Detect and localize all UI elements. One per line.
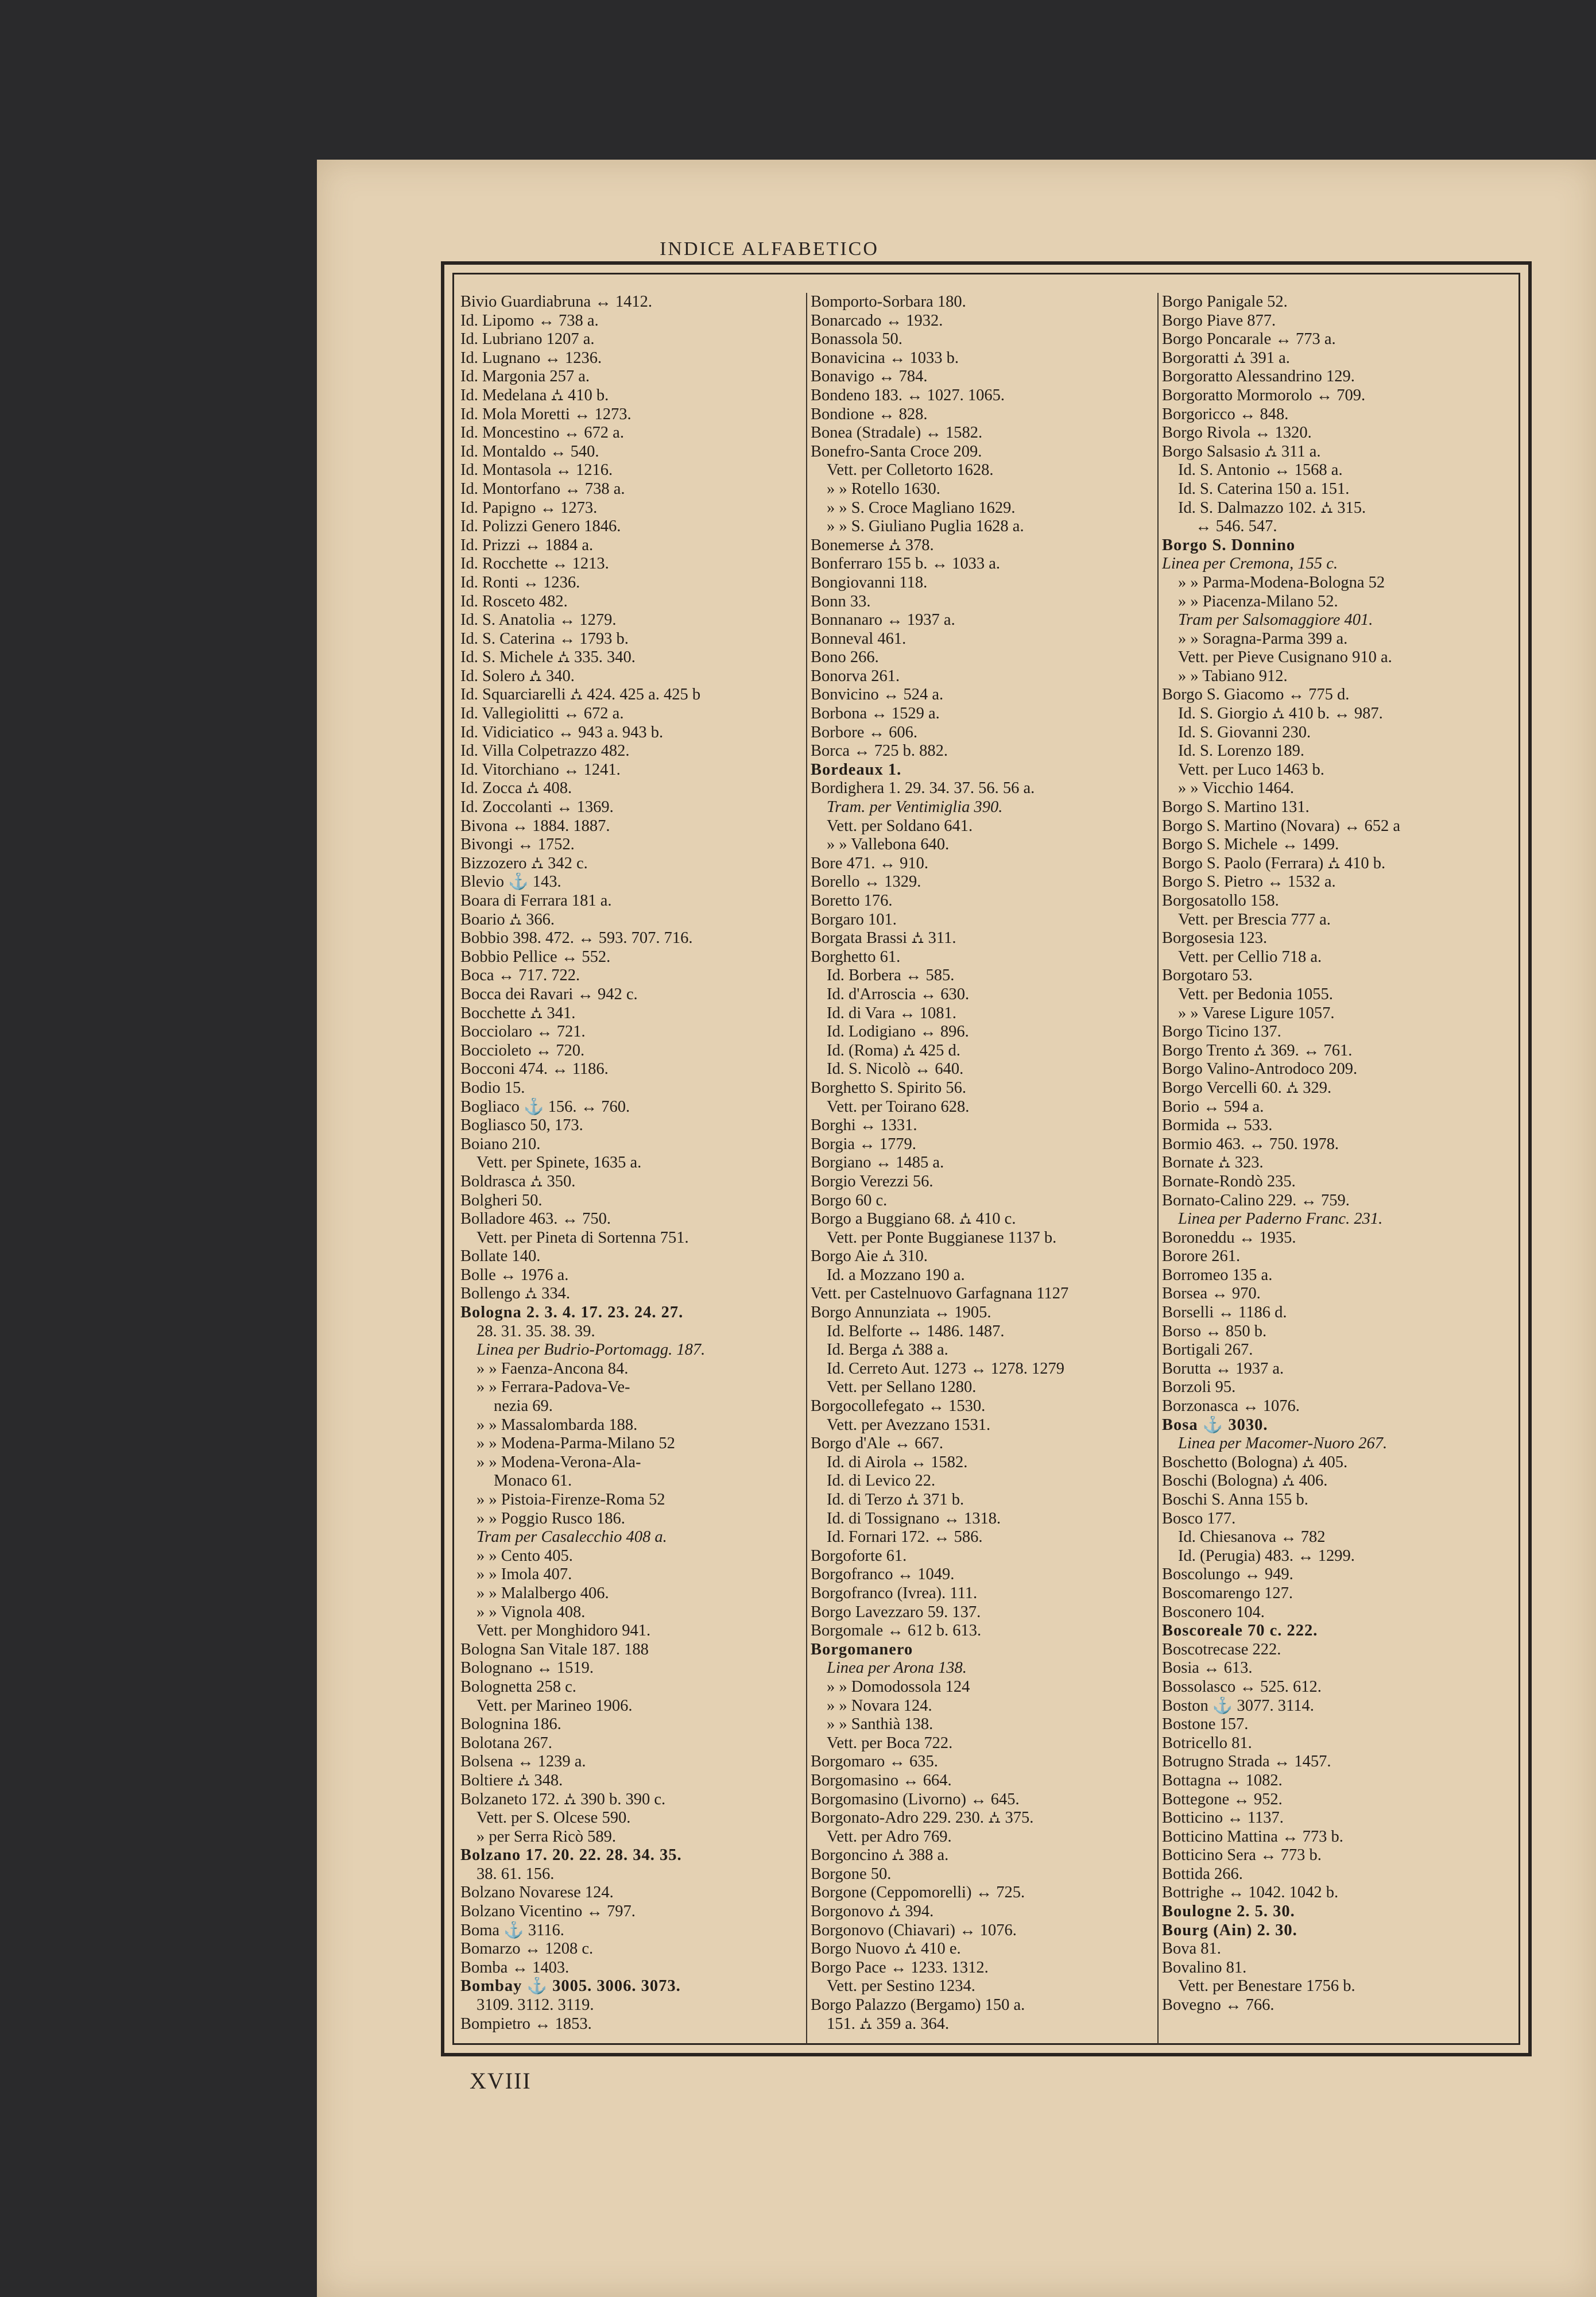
index-entry: Botticino Mattina ↔ 773 b.: [1162, 1827, 1343, 1846]
index-entry: Id. (Perugia) 483. ↔ 1299.: [1178, 1546, 1355, 1565]
index-entry: Bomporto-Sorbara 180.: [811, 293, 966, 311]
index-entry: Botticino Sera ↔ 773 b.: [1162, 1846, 1322, 1865]
index-entry: Bondeno 183. ↔ 1027. 1065.: [811, 386, 1005, 404]
index-entry: » » Domodossola 124: [827, 1677, 970, 1696]
index-entry: Borzoli 95.: [1162, 1378, 1236, 1397]
index-entry: » » Malalbergo 406.: [477, 1584, 609, 1602]
index-entry: Borgonovo (Chiavari) ↔ 1076.: [811, 1921, 1017, 1939]
index-entry: Vett. per Monghidoro 941.: [477, 1622, 651, 1640]
index-entry: Boiano 210.: [460, 1135, 541, 1153]
index-column-1: [460, 293, 804, 2044]
index-entry: Vett. per Sellano 1280.: [827, 1378, 977, 1397]
index-entry: Id. di Levico 22.: [827, 1472, 936, 1490]
index-entry: Vett. per Benestare 1756 b.: [1178, 1977, 1355, 1996]
index-entry: Bollate 140.: [460, 1247, 541, 1266]
index-entry: » » S. Croce Magliano 1629.: [827, 498, 1016, 517]
index-entry: 38. 61. 156.: [477, 1865, 555, 1883]
index-entry: Bornate-Rondò 235.: [1162, 1172, 1296, 1190]
index-entry: Id. Lugnano ↔ 1236.: [460, 349, 602, 367]
index-entry: Id. Borbera ↔ 585.: [827, 966, 955, 985]
index-entry: Vett. per Avezzano 1531.: [827, 1416, 991, 1434]
index-entry: Borromeo 135 a.: [1162, 1266, 1273, 1284]
index-entry: Bovegno ↔ 766.: [1162, 1996, 1275, 2014]
index-entry: Borgo 60 c.: [811, 1191, 888, 1209]
index-entry: Bolzano Vicentino ↔ 797.: [460, 1902, 636, 1921]
index-entry: Bolsena ↔ 1239 a.: [460, 1753, 586, 1771]
index-entry: Borutta ↔ 1937 a.: [1162, 1359, 1284, 1378]
index-entry: ↔ 546. 547.: [1195, 517, 1277, 536]
index-entry: Borgo S. Donnino: [1162, 536, 1296, 554]
index-entry: Linea per Budrio-Portomagg. 187.: [477, 1341, 706, 1359]
index-entry: Vett. per Adro 769.: [827, 1827, 952, 1846]
index-entry: Borello ↔ 1329.: [811, 873, 921, 891]
index-entry: Botrugno Strada ↔ 1457.: [1162, 1753, 1331, 1771]
index-entry: Id. di Airola ↔ 1582.: [827, 1453, 968, 1471]
index-entry: Bolzano Novarese 124.: [460, 1884, 614, 1902]
column-divider: [1157, 293, 1159, 2044]
index-entry: Borghetto S. Spirito 56.: [811, 1078, 967, 1097]
index-entry: Tram per Casalecchio 408 a.: [477, 1528, 667, 1546]
index-entry: Borso ↔ 850 b.: [1162, 1322, 1267, 1340]
index-entry: » » Soragna-Parma 399 a.: [1178, 629, 1348, 648]
index-entry: Id. S. Caterina ↔ 1793 b.: [460, 629, 629, 648]
index-entry: Bottida 266.: [1162, 1865, 1243, 1883]
index-entry: Boschi S. Anna 155 b.: [1162, 1491, 1308, 1509]
index-entry: Id. Montasola ↔ 1216.: [460, 461, 613, 479]
index-entry: Id. S. Anatolia ↔ 1279.: [460, 611, 617, 629]
index-entry: Vett. per Spinete, 1635 a.: [477, 1154, 642, 1172]
index-entry: Bolzaneto 172. ⛼ 390 b. 390 c.: [460, 1790, 666, 1808]
index-entry: Borgo S. Martino 131.: [1162, 798, 1310, 817]
index-entry: Borgotaro 53.: [1162, 966, 1253, 985]
index-entry: Bottagna ↔ 1082.: [1162, 1771, 1283, 1789]
index-entry: Vett. per Soldano 641.: [827, 817, 973, 835]
index-entry: Bosconero 104.: [1162, 1603, 1265, 1621]
index-entry: Borore 261.: [1162, 1247, 1241, 1266]
index-entry: Borgone (Ceppomorelli) ↔ 725.: [811, 1884, 1025, 1902]
index-entry: Boschi (Bologna) ⛼ 406.: [1162, 1472, 1328, 1490]
index-entry: Boldrasca ⛼ 350.: [460, 1172, 576, 1190]
index-entry: Borgo Ticino 137.: [1162, 1023, 1281, 1041]
index-entry: Vett. per Marineo 1906.: [477, 1696, 633, 1715]
index-entry: Bivongi ↔ 1752.: [460, 836, 575, 854]
index-entry: Boscolungo ↔ 949.: [1162, 1565, 1293, 1584]
index-entry: Bormida ↔ 533.: [1162, 1116, 1273, 1135]
index-entry: Bolognina 186.: [460, 1715, 561, 1734]
index-entry: Id. Solero ⛼ 340.: [460, 667, 575, 685]
index-entry: » » Massalombarda 188.: [477, 1416, 638, 1434]
index-entry: Borgomale ↔ 612 b. 613.: [811, 1622, 982, 1640]
index-entry: Linea per Arona 138.: [827, 1659, 967, 1677]
index-entry: » » Santhià 138.: [827, 1715, 933, 1734]
index-entry: » » Ferrara-Padova-Ve-: [477, 1378, 630, 1397]
index-entry: Borgo S. Martino (Novara) ↔ 652 a: [1162, 817, 1401, 835]
index-entry: Bonavicina ↔ 1033 b.: [811, 349, 959, 367]
index-entry: Id. Prizzi ↔ 1884 a.: [460, 536, 594, 554]
index-entry: Id. S. Nicolò ↔ 640.: [827, 1060, 964, 1078]
index-entry: Boscotrecase 222.: [1162, 1640, 1281, 1658]
index-entry: Boario ⛼ 366.: [460, 910, 555, 929]
index-entry: Borgo S. Michele ↔ 1499.: [1162, 836, 1339, 854]
index-entry: Borgomaro ↔ 635.: [811, 1753, 938, 1771]
index-entry: Id. Medelana ⛼ 410 b.: [460, 386, 609, 404]
index-entry: 28. 31. 35. 38. 39.: [477, 1322, 595, 1340]
index-entry: Borgoricco ↔ 848.: [1162, 405, 1289, 423]
index-entry: Bolgheri 50.: [460, 1191, 543, 1209]
index-entry: » » S. Giuliano Puglia 1628 a.: [827, 517, 1024, 536]
index-entry: Id. Margonia 257 a.: [460, 368, 590, 386]
index-entry: Bondione ↔ 828.: [811, 405, 928, 423]
index-entry: Id. di Terzo ⛼ 371 b.: [827, 1491, 964, 1509]
index-entry: » » Parma-Modena-Bologna 52: [1178, 573, 1385, 591]
index-entry: Id. Vallegiolitti ↔ 672 a.: [460, 705, 624, 723]
index-entry: Tram. per Ventimiglia 390.: [827, 798, 1003, 817]
index-entry: Id. Rosceto 482.: [460, 592, 568, 610]
index-entry: Vett. per Cellio 718 a.: [1178, 948, 1322, 966]
index-entry: Bortigali 267.: [1162, 1341, 1253, 1359]
index-entry: Bocchette ⛼ 341.: [460, 1004, 576, 1022]
index-entry: Bonneval 461.: [811, 629, 907, 648]
index-entry: Boroneddu ↔ 1935.: [1162, 1228, 1296, 1247]
index-entry: Id. S. Giorgio ⛼ 410 b. ↔ 987.: [1178, 705, 1383, 723]
index-entry: Monaco 61.: [494, 1472, 572, 1490]
index-entry: Id. Zoccolanti ↔ 1369.: [460, 798, 614, 817]
index-entry: Borgo S. Giacomo ↔ 775 d.: [1162, 686, 1350, 704]
index-entry: Id. Lubriano 1207 a.: [460, 330, 595, 349]
index-entry: Borgosatollo 158.: [1162, 892, 1279, 910]
index-entry: Id. S. Giovanni 230.: [1178, 723, 1311, 741]
index-entry: Bosa ⚓ 3030.: [1162, 1416, 1268, 1434]
index-entry: Vett. per Ponte Buggianese 1137 b.: [827, 1228, 1057, 1247]
index-entry: Borgo Trento ⛼ 369. ↔ 761.: [1162, 1041, 1353, 1059]
index-entry: Id. Polizzi Genero 1846.: [460, 517, 621, 536]
index-column-2: [811, 293, 1155, 2044]
index-entry: Borghetto 61.: [811, 948, 901, 966]
index-entry: Vett. per S. Olcese 590.: [477, 1809, 631, 1827]
index-entry: » » Rotello 1630.: [827, 479, 940, 498]
index-entry: Bosco 177.: [1162, 1509, 1236, 1528]
index-entry: Id. di Vara ↔ 1081.: [827, 1004, 956, 1022]
index-entry: Borgiano ↔ 1485 a.: [811, 1154, 944, 1172]
index-entry: Bossolasco ↔ 525. 612.: [1162, 1677, 1322, 1696]
index-entry: Bonn 33.: [811, 592, 871, 610]
index-entry: » » Varese Ligure 1057.: [1178, 1004, 1335, 1022]
index-entry: Bompietro ↔ 1853.: [460, 2014, 592, 2033]
index-entry: Bobbio Pellice ↔ 552.: [460, 948, 611, 966]
index-entry: Vett. per Brescia 777 a.: [1178, 910, 1331, 929]
index-entry: » » Cento 405.: [477, 1546, 573, 1565]
index-entry: Id. d'Arroscia ↔ 630.: [827, 985, 970, 1003]
index-entry: Botricello 81.: [1162, 1734, 1252, 1752]
index-entry: Bormio 463. ↔ 750. 1978.: [1162, 1135, 1339, 1153]
index-entry: Borca ↔ 725 b. 882.: [811, 742, 948, 760]
index-entry: Boccioleto ↔ 720.: [460, 1041, 585, 1059]
page-title: INDICE ALFABETICO: [660, 238, 879, 260]
index-entry: Id. S. Antonio ↔ 1568 a.: [1178, 461, 1343, 479]
index-entry: Bonvicino ↔ 524 a.: [811, 686, 944, 704]
index-entry: Linea per Cremona, 155 c.: [1162, 555, 1338, 573]
index-entry: Borgo S. Pietro ↔ 1532 a.: [1162, 873, 1336, 891]
index-entry: Bostone 157.: [1162, 1715, 1249, 1734]
index-entry: Borbona ↔ 1529 a.: [811, 705, 940, 723]
index-entry: Vett. per Boca 722.: [827, 1734, 953, 1752]
index-entry: Boscomarengo 127.: [1162, 1584, 1293, 1602]
index-entry: Borgone 50.: [811, 1865, 892, 1883]
index-entry: Boltiere ⛼ 348.: [460, 1771, 563, 1789]
index-entry: Bobbio 398. 472. ↔ 593. 707. 716.: [460, 929, 693, 948]
index-entry: Bogliasco 50, 173.: [460, 1116, 583, 1135]
index-entry: Id. Vitorchiano ↔ 1241.: [460, 760, 621, 779]
column-divider: [806, 293, 807, 2044]
index-entry: Boca ↔ 717. 722.: [460, 966, 580, 985]
index-entry: Id. Rocchette ↔ 1213.: [460, 555, 609, 573]
index-entry: Bottrighe ↔ 1042. 1042 b.: [1162, 1884, 1339, 1902]
index-entry: Vett. per Colletorto 1628.: [827, 461, 994, 479]
index-entry: Id. (Roma) ⛼ 425 d.: [827, 1041, 960, 1059]
index-entry: Bombay ⚓ 3005. 3006. 3073.: [460, 1977, 681, 1996]
index-entry: Id. S. Caterina 150 a. 151.: [1178, 479, 1350, 498]
index-entry: Borgo Aie ⛼ 310.: [811, 1247, 928, 1266]
index-entry: Borgo Piave 877.: [1162, 311, 1276, 330]
index-entry: Bosia ↔ 613.: [1162, 1659, 1253, 1677]
index-entry: Bongiovanni 118.: [811, 573, 928, 591]
index-entry: Id. Mola Moretti ↔ 1273.: [460, 405, 632, 423]
index-entry: Bodio 15.: [460, 1078, 525, 1097]
index-entry: Botticino ↔ 1137.: [1162, 1809, 1284, 1827]
index-entry: » » Vignola 408.: [477, 1603, 586, 1621]
index-entry: Borio ↔ 594 a.: [1162, 1097, 1264, 1116]
index-entry: Id. Squarciarelli ⛼ 424. 425 a. 425 b: [460, 686, 701, 704]
index-entry: Bivio Guardiabruna ↔ 1412.: [460, 293, 653, 311]
index-entry: Id. Villa Colpetrazzo 482.: [460, 742, 630, 760]
index-entry: Id. S. Lorenzo 189.: [1178, 742, 1305, 760]
index-entry: Borgo a Buggiano 68. ⛼ 410 c.: [811, 1210, 1016, 1228]
index-entry: Borgoratto Mormorolo ↔ 709.: [1162, 386, 1366, 404]
index-entry: Tram per Salsomaggiore 401.: [1178, 611, 1373, 629]
index-entry: Borgo Panigale 52.: [1162, 293, 1288, 311]
index-entry: Borgomasino (Livorno) ↔ 645.: [811, 1790, 1020, 1808]
index-entry: Bottegone ↔ 952.: [1162, 1790, 1283, 1808]
index-entry: Vett. per Sestino 1234.: [827, 1977, 975, 1996]
index-entry: Bono 266.: [811, 648, 879, 667]
index-entry: Borgo Valino-Antrodoco 209.: [1162, 1060, 1358, 1078]
index-entry: Borghi ↔ 1331.: [811, 1116, 917, 1135]
index-entry: Linea per Paderno Franc. 231.: [1178, 1210, 1383, 1228]
index-entry: Bonorva 261.: [811, 667, 900, 685]
index-entry: Bornate ⛼ 323.: [1162, 1154, 1264, 1172]
index-entry: Boma ⚓ 3116.: [460, 1921, 564, 1939]
index-entry: Id. Cerreto Aut. 1273 ↔ 1278. 1279: [827, 1359, 1065, 1378]
index-entry: Borgo Nuovo ⛼ 410 e.: [811, 1940, 961, 1958]
index-entry: Boston ⚓ 3077. 3114.: [1162, 1696, 1314, 1715]
index-entry: Bocciolaro ↔ 721.: [460, 1023, 586, 1041]
index-entry: Vett. per Pieve Cusignano 910 a.: [1178, 648, 1392, 667]
index-entry: Borgo Vercelli 60. ⛼ 329.: [1162, 1078, 1332, 1097]
index-entry: Borgoforte 61.: [811, 1546, 907, 1565]
index-entry: Bolotana 267.: [460, 1734, 552, 1752]
index-entry: Boschetto (Bologna) ⛼ 405.: [1162, 1453, 1348, 1471]
index-entry: Bonferraro 155 b. ↔ 1033 a.: [811, 555, 1001, 573]
index-entry: Bonarcado ↔ 1932.: [811, 311, 943, 330]
index-entry: Id. Lodigiano ↔ 896.: [827, 1023, 969, 1041]
index-entry: Boscoreale 70 c. 222.: [1162, 1622, 1318, 1640]
index-entry: » » Tabiano 912.: [1178, 667, 1288, 685]
index-entry: Borgo S. Paolo (Ferrara) ⛼ 410 b.: [1162, 854, 1386, 872]
index-entry: Id. S. Dalmazzo 102. ⛼ 315.: [1178, 498, 1366, 517]
index-entry: Borselli ↔ 1186 d.: [1162, 1304, 1287, 1322]
index-entry: Bologna 2. 3. 4. 17. 23. 24. 27.: [460, 1304, 684, 1322]
index-entry: Blevio ⚓ 143.: [460, 873, 561, 891]
index-entry: Id. S. Michele ⛼ 335. 340.: [460, 648, 636, 667]
index-entry: » » Pistoia-Firenze-Roma 52: [477, 1491, 665, 1509]
index-column-3: [1162, 293, 1518, 2044]
index-entry: Borgoncino ⛼ 388 a.: [811, 1846, 949, 1865]
index-entry: Bizzozero ⛼ 342 c.: [460, 854, 588, 872]
index-entry: Borgonato-Adro 229. 230. ⛼ 375.: [811, 1809, 1034, 1827]
index-entry: » » Modena-Parma-Milano 52: [477, 1434, 675, 1453]
index-entry: Borgia ↔ 1779.: [811, 1135, 916, 1153]
index-entry: Bollengo ⛼ 334.: [460, 1285, 570, 1303]
index-entry: Vett. per Luco 1463 b.: [1178, 760, 1324, 779]
index-entry: 3109. 3112. 3119.: [477, 1996, 594, 2014]
index-entry: Bonefro-Santa Croce 209.: [811, 442, 982, 461]
index-entry: Bordeaux 1.: [811, 760, 902, 779]
index-entry: Boretto 176.: [811, 892, 893, 910]
index-entry: Bomba ↔ 1403.: [460, 1958, 570, 1977]
index-entry: Borgoratti ⛼ 391 a.: [1162, 349, 1290, 367]
index-entry: Id. Zocca ⛼ 408.: [460, 779, 572, 798]
index-entry: Borgo Annunziata ↔ 1905.: [811, 1304, 991, 1322]
index-entry: Bonemerse ⛼ 378.: [811, 536, 934, 554]
index-entry: Bocconi 474. ↔ 1186.: [460, 1060, 609, 1078]
index-entry: Bivona ↔ 1884. 1887.: [460, 817, 610, 835]
index-entry: Borbore ↔ 606.: [811, 723, 918, 741]
index-entry: Bornato-Calino 229. ↔ 759.: [1162, 1191, 1350, 1209]
index-entry: Id. a Mozzano 190 a.: [827, 1266, 965, 1284]
index-entry: Bolladore 463. ↔ 750.: [460, 1210, 611, 1228]
index-entry: » » Piacenza-Milano 52.: [1178, 592, 1338, 610]
index-entry: Borgocollefegato ↔ 1530.: [811, 1397, 986, 1416]
index-entry: » » Novara 124.: [827, 1696, 932, 1715]
index-entry: Id. Berga ⛼ 388 a.: [827, 1341, 948, 1359]
index-entry: Bogliaco ⚓ 156. ↔ 760.: [460, 1097, 630, 1116]
index-entry: Borgo Salsasio ⛼ 311 a.: [1162, 442, 1321, 461]
index-entry: Bolognano ↔ 1519.: [460, 1659, 594, 1677]
index-entry: Bonassola 50.: [811, 330, 902, 349]
index-entry: Id. Lipomo ↔ 738 a.: [460, 311, 599, 330]
index-entry: Bonea (Stradale) ↔ 1582.: [811, 424, 983, 442]
index-entry: Bocca dei Ravari ↔ 942 c.: [460, 985, 638, 1003]
index-entry: Borgosesia 123.: [1162, 929, 1268, 948]
index-entry: Bolognetta 258 c.: [460, 1677, 576, 1696]
index-entry: » per Serra Ricò 589.: [477, 1827, 616, 1846]
index-entry: Bolle ↔ 1976 a.: [460, 1266, 569, 1284]
index-entry: Vett. per Bedonia 1055.: [1178, 985, 1333, 1003]
index-entry: Id. Montaldo ↔ 540.: [460, 442, 599, 461]
page-number: XVIII: [470, 2068, 532, 2094]
index-entry: Borgaro 101.: [811, 910, 897, 929]
index-entry: » » Poggio Rusco 186.: [477, 1509, 625, 1528]
index-entry: Vett. per Toirano 628.: [827, 1097, 970, 1116]
index-entry: Borgo Poncarale ↔ 773 a.: [1162, 330, 1336, 349]
index-entry: » » Vallebona 640.: [827, 836, 950, 854]
index-entry: Bourg (Ain) 2. 30.: [1162, 1921, 1297, 1939]
index-entry: Borgo Rivola ↔ 1320.: [1162, 424, 1312, 442]
index-entry: Borgo Lavezzaro 59. 137.: [811, 1603, 981, 1621]
index-entry: nezia 69.: [494, 1397, 553, 1416]
index-entry: Boulogne 2. 5. 30.: [1162, 1902, 1295, 1921]
index-entry: Borgonovo ⛼ 394.: [811, 1902, 934, 1921]
index-entry: Id. Belforte ↔ 1486. 1487.: [827, 1322, 1005, 1340]
index-entry: Bologna San Vitale 187. 188: [460, 1640, 649, 1658]
index-entry: Borgofranco ↔ 1049.: [811, 1565, 955, 1584]
index-entry: Id. Moncestino ↔ 672 a.: [460, 424, 624, 442]
index-entry: Id. Papigno ↔ 1273.: [460, 498, 598, 517]
index-entry: » » Vicchio 1464.: [1178, 779, 1294, 798]
index-entry: Borgomanero: [811, 1640, 913, 1658]
index-entry: Borgofranco (Ivrea). 111.: [811, 1584, 978, 1602]
index-entry: Bonavigo ↔ 784.: [811, 368, 928, 386]
index-entry: Id. Montorfano ↔ 738 a.: [460, 479, 625, 498]
index-entry: Vett. per Pineta di Sortenna 751.: [477, 1228, 689, 1247]
index-entry: Boara di Ferrara 181 a.: [460, 892, 612, 910]
index-entry: Linea per Macomer-Nuoro 267.: [1178, 1434, 1388, 1453]
index-entry: Borgoratto Alessandrino 129.: [1162, 368, 1355, 386]
index-entry: Borzonasca ↔ 1076.: [1162, 1397, 1300, 1416]
index-entry: Bonnanaro ↔ 1937 a.: [811, 611, 955, 629]
index-entry: 151. ⛼ 359 a. 364.: [827, 2014, 950, 2033]
index-entry: Bova 81.: [1162, 1940, 1221, 1958]
index-entry: Bordighera 1. 29. 34. 37. 56. 56 a.: [811, 779, 1035, 798]
index-entry: Bore 471. ↔ 910.: [811, 854, 929, 872]
index-entry: Bovalino 81.: [1162, 1958, 1247, 1977]
index-entry: Borsea ↔ 970.: [1162, 1285, 1261, 1303]
index-entry: » » Imola 407.: [477, 1565, 572, 1584]
index-entry: Id. Ronti ↔ 1236.: [460, 573, 580, 591]
index-entry: Borgo d'Ale ↔ 667.: [811, 1434, 944, 1453]
index-entry: Borgo Pace ↔ 1233. 1312.: [811, 1958, 989, 1977]
index-entry: » » Faenza-Ancona 84.: [477, 1359, 629, 1378]
index-entry: Id. Chiesanova ↔ 782: [1178, 1528, 1326, 1546]
index-entry: Id. di Tossignano ↔ 1318.: [827, 1509, 1001, 1528]
index-entry: Id. Vidiciatico ↔ 943 a. 943 b.: [460, 723, 664, 741]
index-entry: Borgata Brassi ⛼ 311.: [811, 929, 956, 948]
index-entry: Id. Fornari 172. ↔ 586.: [827, 1528, 983, 1546]
index-entry: » » Modena-Verona-Ala-: [477, 1453, 641, 1471]
index-entry: Borgo Palazzo (Bergamo) 150 a.: [811, 1996, 1025, 2014]
index-entry: Vett. per Castelnuovo Garfagnana 1127: [811, 1285, 1069, 1303]
index-entry: Bolzano 17. 20. 22. 28. 34. 35.: [460, 1846, 682, 1865]
index-entry: Bomarzo ↔ 1208 c.: [460, 1940, 594, 1958]
index-entry: Borgomasino ↔ 664.: [811, 1771, 952, 1789]
index-entry: Borgio Verezzi 56.: [811, 1172, 933, 1190]
